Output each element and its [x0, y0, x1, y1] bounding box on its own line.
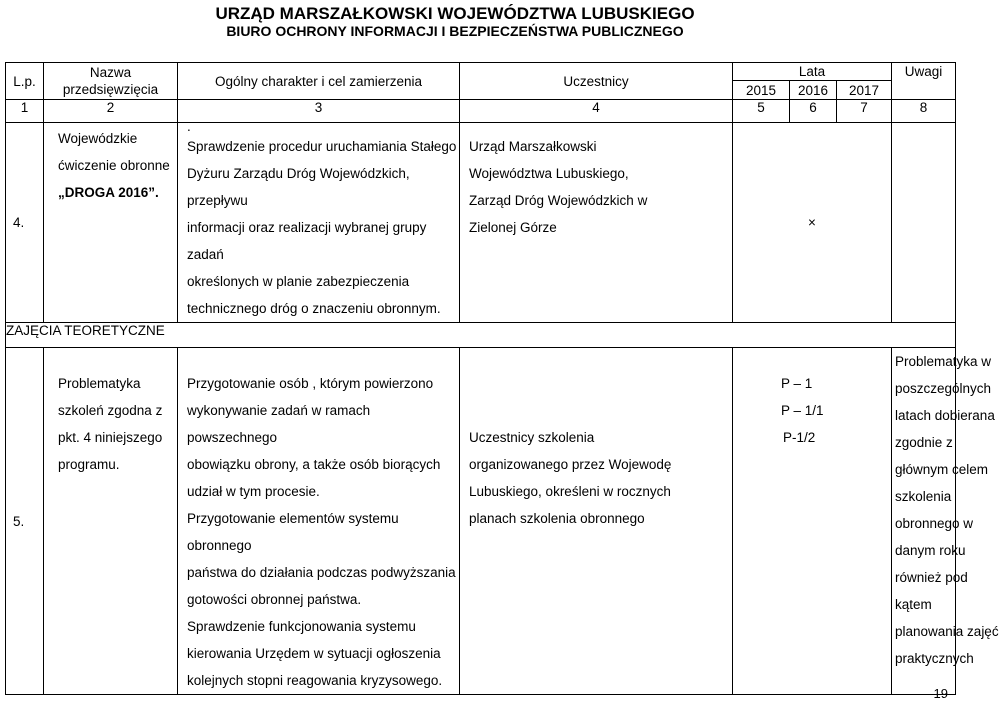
- row-character: . Sprawdzenie procedur uruchamiania Stałego Dyżuru Zarządu Dróg Wojewódzkich, przepływu informacji oraz realizacji wybranej grupy zadań określonych w planie zabezpieczenia technicznego dróg o znaczeniu obronnym.: [178, 123, 460, 323]
- col-2015: 2015: [733, 81, 790, 100]
- col-number: 4: [460, 100, 733, 123]
- section-title: ZAJĘCIA TEORETYCZNE: [6, 323, 956, 348]
- col-2016: 2016: [790, 81, 837, 100]
- row-name: Problematyka szkoleń zgodna z pkt. 4 niniejszego programu.: [44, 348, 178, 695]
- header-row: [6, 63, 956, 81]
- row-remarks: [892, 123, 956, 323]
- page-number: 19: [933, 686, 948, 701]
- table-row: [6, 123, 956, 323]
- row-remarks: Problematyka w poszczególnych latach dobierana zgodnie z głównym celem szkolenia obronnego w danym roku również pod kątem planowania zajęć praktycznych: [892, 348, 956, 695]
- section-row: [6, 323, 956, 348]
- row-participants: Urząd Marszałkowski Województwa Lubuskiego, Zarząd Dróg Wojewódzkich w Zielonej Górze: [460, 123, 733, 323]
- cross-icon: ×: [733, 123, 892, 323]
- col-number: 7: [837, 100, 892, 123]
- row-participants: Uczestnicy szkolenia organizowanego przez Wojewodę Lubuskiego, określeni w rocznych planach szkolenia obronnego: [460, 348, 733, 695]
- row-name: Wojewódzkie ćwiczenie obronne „DROGA 2016”.: [44, 123, 178, 323]
- col-2017: 2017: [837, 81, 892, 100]
- column-numbers-row: [6, 100, 956, 123]
- col-number: 8: [892, 100, 956, 123]
- col-years: Lata: [733, 63, 892, 81]
- col-remarks: Uwagi: [892, 63, 956, 100]
- row-character: Przygotowanie osób , którym powierzono wykonywanie zadań w ramach powszechnego obowiązku obrony, a także osób biorących udział w tym procesie. Przygotowanie elementów systemu obronnego państwa do działania podczas podwyższania gotowości obronnej państwa. Sprawdzenie funkcjonowania systemu kierowania Urzędem w sytuacji ogłoszenia kolejnych stopni reagowania kryzysowego.: [178, 348, 460, 695]
- col-character: Ogólny charakter i cel zamierzenia: [178, 63, 460, 100]
- document-subtitle: BIURO OCHRONY INFORMACJI I BEZPIECZEŃSTWA PUBLICZNEGO: [226, 23, 684, 39]
- col-number: 3: [178, 100, 460, 123]
- row-lp: 4.: [6, 123, 44, 323]
- col-number: 1: [6, 100, 44, 123]
- col-number: 5: [733, 100, 790, 123]
- row-lp: 5.: [6, 348, 44, 695]
- col-name: Nazwa przedsięwzięcia: [44, 63, 178, 100]
- document-title: URZĄD MARSZAŁKOWSKI WOJEWÓDZTWA LUBUSKIEGO: [215, 4, 695, 23]
- col-number: 2: [44, 100, 178, 123]
- col-lp: L.p.: [6, 63, 44, 100]
- col-number: 6: [790, 100, 837, 123]
- training-table: [5, 62, 999, 695]
- row-codes: P – 1 P – 1/1 P-1/2: [733, 348, 892, 695]
- table-row: [6, 348, 956, 695]
- col-participants: Uczestnicy: [460, 63, 733, 100]
